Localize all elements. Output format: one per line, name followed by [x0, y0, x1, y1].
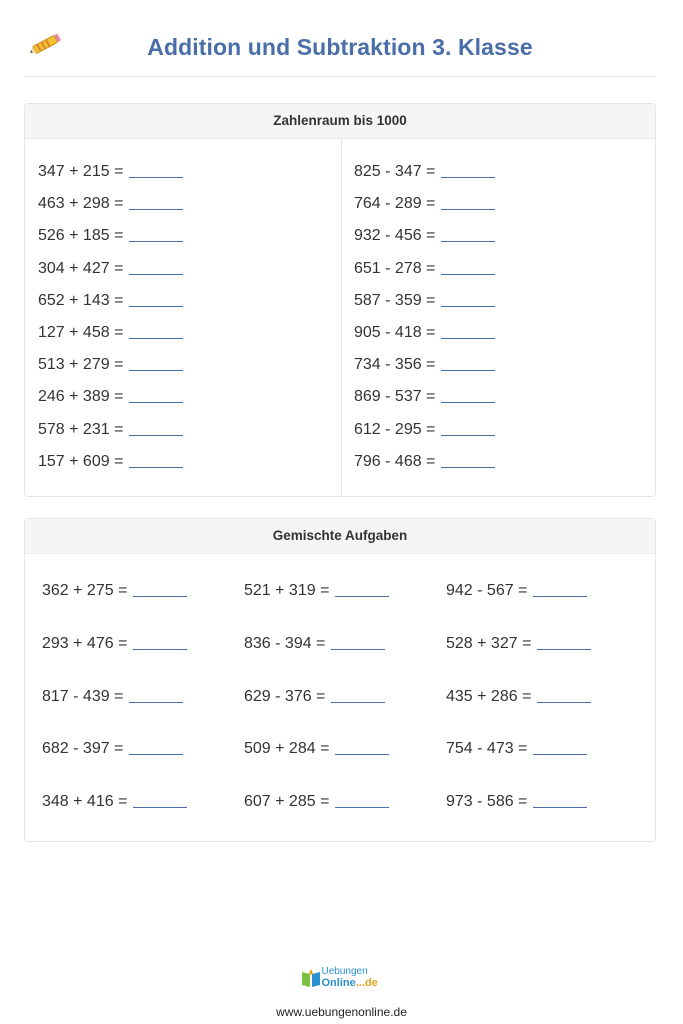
equation-text: 347 + 215 = — [38, 163, 124, 180]
math-problem — [38, 224, 183, 248]
equation-text: 526 + 185 = — [38, 227, 124, 245]
answer-blank[interactable] — [537, 632, 591, 650]
math-problem — [354, 418, 495, 442]
answer-blank[interactable] — [441, 224, 495, 242]
answer-blank[interactable] — [133, 632, 187, 650]
math-problem — [354, 160, 495, 184]
math-problem — [42, 579, 187, 603]
math-problem — [446, 685, 591, 709]
math-problem — [354, 321, 495, 345]
answer-blank[interactable] — [133, 579, 187, 597]
math-problem — [446, 737, 587, 761]
math-problem — [354, 257, 495, 281]
equation-text: 754 - 473 = — [446, 740, 528, 758]
math-problem — [244, 737, 389, 761]
equation-text: 817 - 439 = — [42, 687, 124, 705]
answer-blank[interactable] — [441, 257, 495, 275]
math-problem — [38, 257, 183, 281]
mixed-grid — [25, 554, 655, 841]
answer-blank[interactable] — [129, 257, 183, 275]
math-problem — [354, 289, 495, 313]
math-problem — [38, 418, 183, 442]
answer-blank[interactable] — [129, 224, 183, 242]
logo-text-top: Uebungen — [321, 966, 368, 977]
math-problem — [244, 790, 389, 814]
equation-text: 513 + 279 = — [38, 356, 124, 374]
answer-blank[interactable] — [129, 450, 183, 468]
answer-blank[interactable] — [129, 353, 183, 371]
footer-logo — [0, 966, 683, 992]
equation-text: 578 + 231 = — [38, 420, 124, 438]
answer-blank[interactable] — [335, 790, 389, 808]
answer-blank[interactable] — [537, 685, 591, 703]
equation-text: 435 + 286 = — [446, 687, 532, 705]
answer-blank[interactable] — [129, 385, 183, 403]
answer-blank[interactable] — [441, 192, 495, 210]
page-title: Addition und Subtraktion 3. Klasse — [147, 34, 533, 60]
equation-text: 905 - 418 = — [354, 324, 436, 341]
book-logo-icon — [300, 967, 322, 989]
math-problem — [38, 353, 183, 377]
subtraction-column — [341, 139, 655, 496]
answer-blank[interactable] — [441, 353, 495, 371]
answer-blank[interactable] — [129, 737, 183, 755]
math-problem — [446, 790, 587, 814]
math-problem — [42, 737, 183, 761]
equation-text: 651 - 278 = — [354, 259, 436, 277]
answer-blank[interactable] — [129, 289, 183, 307]
equation-text: 304 + 427 = — [38, 259, 124, 277]
math-problem — [38, 385, 183, 409]
answer-blank[interactable] — [331, 632, 385, 650]
math-problem — [38, 192, 183, 216]
answer-blank[interactable] — [129, 160, 183, 178]
equation-text: 157 + 609 = — [38, 452, 124, 470]
answer-blank[interactable] — [335, 579, 389, 597]
answer-blank[interactable] — [441, 160, 495, 178]
equation-text: 463 + 298 = — [38, 195, 124, 213]
answer-blank[interactable] — [133, 790, 187, 808]
math-problem — [354, 353, 495, 377]
logo-text-bottom: Online...de — [321, 977, 378, 989]
math-problem — [38, 289, 183, 313]
equation-text: 796 - 468 = — [354, 452, 436, 470]
answer-blank[interactable] — [441, 321, 495, 339]
answer-blank[interactable] — [533, 737, 587, 755]
equation-text: 293 + 476 = — [42, 634, 128, 652]
equation-text: 629 - 376 = — [244, 687, 326, 705]
answer-blank[interactable] — [533, 790, 587, 808]
answer-blank[interactable] — [129, 685, 183, 703]
math-problem — [354, 450, 495, 474]
equation-text: 932 - 456 = — [354, 227, 436, 245]
math-problem — [354, 224, 495, 248]
section-mixed-tasks — [24, 518, 656, 842]
equation-text: 607 + 285 = — [244, 793, 330, 811]
equation-text: 836 - 394 = — [244, 634, 326, 652]
math-problem — [38, 160, 183, 184]
answer-blank[interactable] — [129, 192, 183, 210]
equation-text: 942 - 567 = — [446, 582, 528, 599]
equation-text: 612 - 295 = — [354, 420, 436, 438]
answer-blank[interactable] — [335, 737, 389, 755]
math-problem — [42, 685, 183, 709]
footer-url: www.uebungenonline.de — [276, 1005, 407, 1019]
section-heading: Gemischte Aufgaben — [25, 519, 655, 554]
equation-text: 734 - 356 = — [354, 356, 436, 374]
answer-blank[interactable] — [441, 450, 495, 468]
equation-text: 521 + 319 = — [244, 582, 330, 599]
equation-text: 825 - 347 = — [354, 163, 436, 180]
equation-text: 246 + 389 = — [38, 388, 124, 406]
answer-blank[interactable] — [441, 418, 495, 436]
answer-blank[interactable] — [441, 289, 495, 307]
answer-blank[interactable] — [533, 579, 587, 597]
equation-text: 528 + 327 = — [446, 634, 532, 652]
math-problem — [244, 685, 385, 709]
math-problem — [38, 321, 183, 345]
math-problem — [446, 579, 587, 603]
section-heading: Zahlenraum bis 1000 — [25, 104, 655, 139]
math-problem — [244, 579, 389, 603]
equation-text: 362 + 275 = — [42, 582, 128, 599]
equation-text: 764 - 289 = — [354, 195, 436, 213]
answer-blank[interactable] — [331, 685, 385, 703]
equation-text: 348 + 416 = — [42, 793, 128, 811]
math-problem — [446, 632, 591, 656]
equation-text: 682 - 397 = — [42, 740, 124, 758]
equation-text: 127 + 458 = — [38, 324, 124, 341]
equation-text: 869 - 537 = — [354, 388, 436, 406]
equation-text: 652 + 143 = — [38, 291, 124, 309]
math-problem — [42, 632, 187, 656]
equation-text: 509 + 284 = — [244, 740, 330, 758]
answer-blank[interactable] — [129, 418, 183, 436]
equation-text: 973 - 586 = — [446, 793, 528, 811]
section-numbers-to-1000 — [24, 103, 656, 497]
math-problem — [354, 192, 495, 216]
math-problem — [354, 385, 495, 409]
addition-column — [25, 139, 342, 496]
page-header — [24, 18, 656, 77]
math-problem — [38, 450, 183, 474]
answer-blank[interactable] — [441, 385, 495, 403]
answer-blank[interactable] — [129, 321, 183, 339]
math-problem — [42, 790, 187, 814]
math-problem — [244, 632, 385, 656]
equation-text: 587 - 359 = — [354, 291, 436, 309]
